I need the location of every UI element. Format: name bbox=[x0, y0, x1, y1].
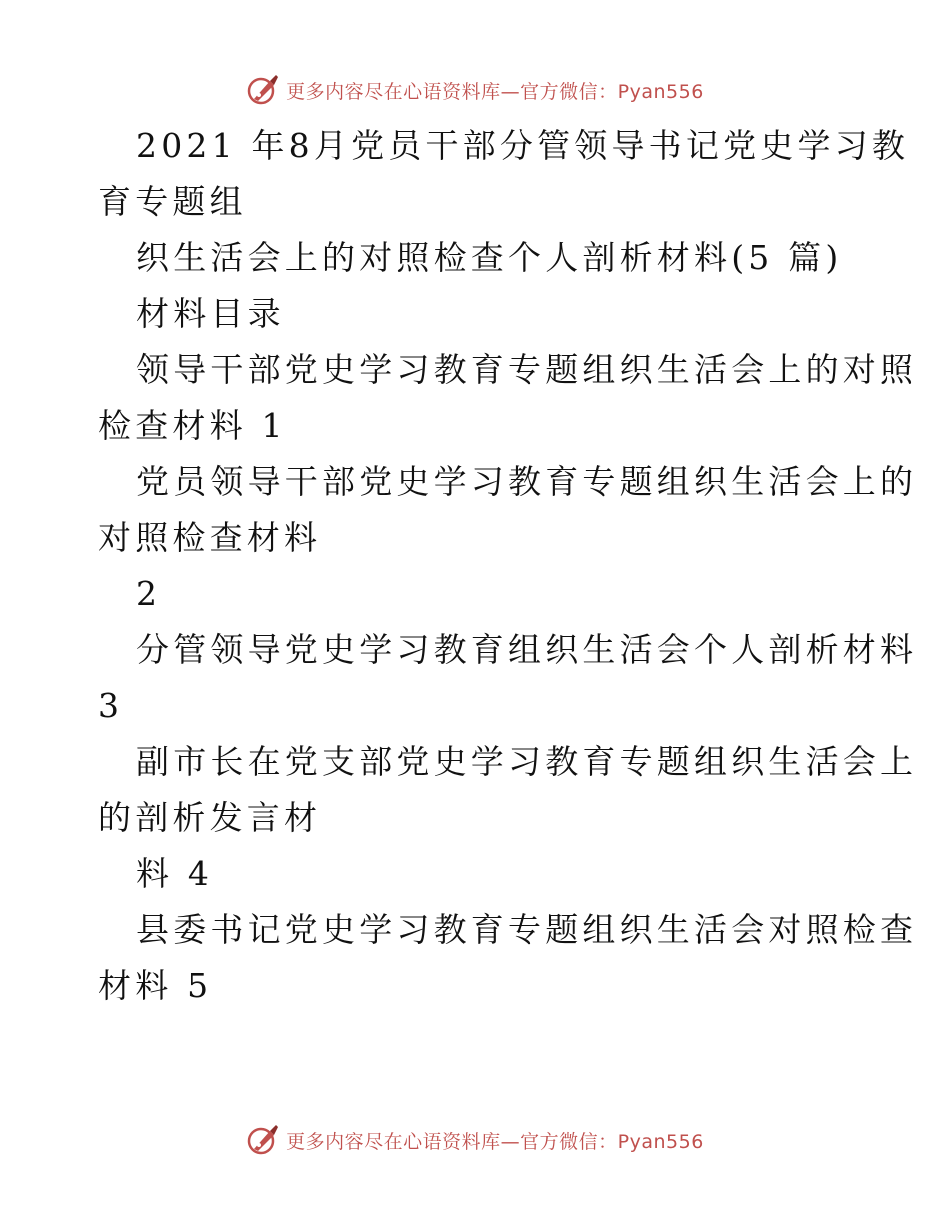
toc-item-4-line-2: 的剖析发言材 bbox=[98, 798, 322, 837]
title-line-3: 织生活会上的对照检查个人剖析材料(5 篇) bbox=[136, 238, 843, 277]
toc-heading: 材料目录 bbox=[136, 294, 285, 333]
toc-item-1-line-2: 检查材料 1 bbox=[98, 406, 287, 445]
toc-item-5-line-2: 材料 5 bbox=[98, 966, 213, 1005]
toc-item-2-line-2: 对照检查材料 bbox=[98, 518, 322, 557]
toc-item-1-line-1: 领导干部党史学习教育专题组织生活会上的对照 bbox=[136, 350, 918, 389]
fountain-pen-logo-icon bbox=[246, 1123, 280, 1157]
document-body bbox=[98, 118, 918, 1014]
toc-item-4-line-1: 副市长在党支部党史学习教育专题组织生活会上 bbox=[136, 742, 918, 781]
watermark-text: 更多内容尽在心语资料库—官方微信：Pyan556 bbox=[286, 1130, 704, 1153]
toc-item-3-page: 3 bbox=[98, 686, 124, 725]
toc-item-2-line-1: 党员领导干部党史学习教育专题组织生活会上的 bbox=[136, 462, 918, 501]
title-line-1: 2021 年8月党员干部分管领导书记党史学习教 bbox=[136, 126, 910, 165]
toc-item-4-line-3: 料 4 bbox=[136, 854, 214, 893]
watermark-footer bbox=[0, 1120, 950, 1160]
fountain-pen-logo-icon bbox=[246, 73, 280, 107]
toc-item-5-line-1: 县委书记党史学习教育专题组织生活会对照检查 bbox=[136, 910, 918, 949]
toc-item-2-page: 2 bbox=[136, 574, 162, 613]
watermark-header bbox=[0, 70, 950, 110]
toc-item-3-line-1: 分管领导党史学习教育组织生活会个人剖析材料 bbox=[136, 630, 918, 669]
title-line-2: 育专题组 bbox=[98, 182, 247, 221]
watermark-text: 更多内容尽在心语资料库—官方微信：Pyan556 bbox=[286, 80, 704, 103]
